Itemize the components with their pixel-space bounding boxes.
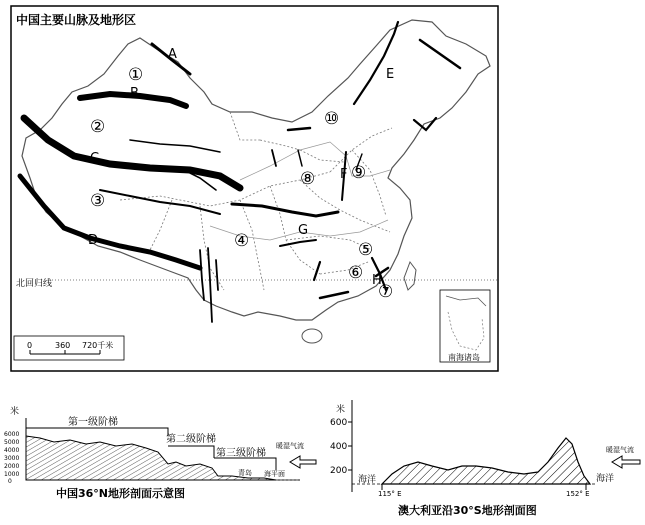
scale-tick-720: 720千米 — [82, 341, 114, 350]
tropic-label: 北回归线 — [16, 279, 53, 289]
aus-airflow-label: 暖湿气流 — [606, 446, 634, 454]
step-2-label: 第二级阶梯 — [166, 434, 216, 445]
step-3-label: 第三级阶梯 — [216, 448, 266, 459]
place-qingdao: 青岛 — [238, 469, 252, 477]
south-china-sea-inset — [440, 290, 490, 362]
y-tick-3000: 3000 — [4, 455, 20, 462]
aus-profile-title: 澳大利亚沿30°S地形剖面图 — [398, 504, 537, 517]
label-h: H — [372, 273, 382, 288]
label-a: A — [168, 47, 177, 62]
region-10: ⑩ — [324, 109, 340, 129]
place-sea-level: 海平面 — [264, 470, 285, 478]
aus-airflow-arrow — [612, 456, 640, 468]
australia-profile — [330, 400, 640, 517]
china-y-unit: 米 — [10, 407, 20, 417]
label-d: D — [88, 233, 99, 248]
aus-x-tick-115: 115° E — [378, 490, 402, 498]
aus-y-ticks — [330, 418, 347, 476]
main-map — [11, 6, 498, 371]
region-1: ① — [128, 65, 144, 85]
step-1-label: 第一级阶梯 — [68, 417, 118, 428]
y-tick-5000: 5000 — [4, 439, 20, 446]
region-6: ⑥ — [348, 263, 364, 283]
aus-y-unit: 米 — [336, 405, 346, 415]
y-tick-2000: 2000 — [4, 463, 20, 470]
region-9: ⑨ — [351, 163, 367, 183]
china-airflow-label: 暖湿气流 — [276, 442, 304, 450]
y-tick-0: 0 — [8, 478, 12, 485]
china-profile-title: 中国36°N地形剖面示意图 — [56, 487, 186, 500]
map-title: 中国主要山脉及地形区 — [16, 13, 137, 27]
region-2: ② — [90, 117, 106, 137]
region-4: ④ — [234, 231, 250, 251]
map-frame — [11, 6, 498, 371]
y-tick-4000: 4000 — [4, 447, 20, 454]
label-f: F — [340, 167, 348, 182]
china-y-ticks — [4, 431, 19, 485]
china-profile — [4, 405, 316, 500]
region-3: ③ — [90, 191, 106, 211]
region-8: ⑧ — [300, 169, 316, 189]
aus-y-tick-600: 600 — [330, 418, 348, 428]
china-airflow-arrow — [290, 456, 316, 468]
scale-bar — [14, 336, 124, 360]
label-e: E — [386, 67, 395, 82]
label-c: C — [90, 151, 100, 166]
y-tick-1000: 1000 — [4, 471, 20, 478]
aus-ocean-left: 海洋 — [358, 475, 377, 485]
label-g: G — [298, 223, 309, 238]
aus-y-tick-400: 400 — [330, 442, 348, 452]
aus-y-tick-200: 200 — [330, 466, 348, 476]
aus-ocean-right: 海洋 — [596, 474, 615, 484]
label-b: B — [130, 86, 139, 101]
scale-tick-360: 360 — [55, 341, 71, 350]
y-tick-6000: 6000 — [4, 431, 20, 438]
inset-label: 南海诸岛 — [448, 353, 480, 362]
aus-x-tick-152: 152° E — [566, 490, 590, 498]
scale-tick-0: 0 — [27, 341, 33, 350]
region-5: ⑤ — [358, 240, 374, 260]
aus-terrain — [382, 438, 590, 484]
region-7: ⑦ — [378, 282, 394, 302]
